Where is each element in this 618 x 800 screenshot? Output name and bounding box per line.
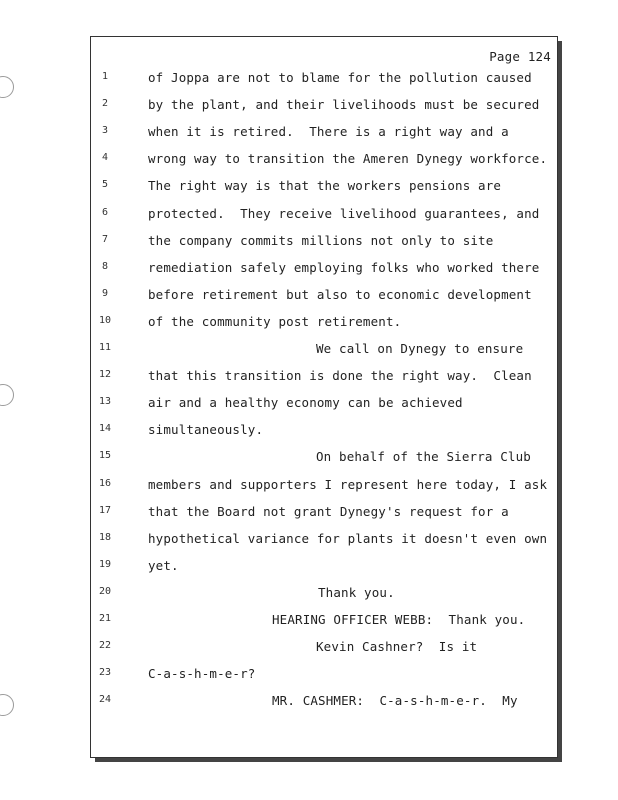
transcript-line: On behalf of the Sierra Club bbox=[316, 449, 531, 465]
line-number: 11 bbox=[98, 342, 112, 353]
transcript-line: that this transition is done the right way. Clean bbox=[148, 368, 532, 384]
transcript-line: remediation safely employing folks who worked there bbox=[148, 259, 540, 275]
transcript-line: of Joppa are not to blame for the pollution caused bbox=[148, 70, 532, 85]
line-number: 22 bbox=[98, 640, 112, 652]
line-number: 15 bbox=[98, 450, 112, 462]
line-number: 19 bbox=[98, 558, 112, 570]
transcript-line: members and supporters I represent here today, I ask bbox=[148, 476, 548, 492]
transcript-line: wrong way to transition the Ameren Dynegy workforce. bbox=[148, 151, 548, 167]
line-number: 18 bbox=[98, 531, 112, 543]
binder-hole-middle bbox=[0, 384, 14, 406]
line-number: 7 bbox=[101, 233, 109, 245]
line-number: 21 bbox=[98, 613, 112, 624]
transcript-line: yet. bbox=[148, 557, 179, 573]
transcript-line: simultaneously. bbox=[148, 422, 264, 438]
line-number: 3 bbox=[101, 125, 109, 137]
transcript-line: of the community post retirement. bbox=[148, 313, 402, 329]
line-number: 17 bbox=[98, 504, 112, 516]
transcript-line: protected. They receive livelihood guarantees, and bbox=[148, 205, 540, 221]
line-number: 13 bbox=[98, 396, 112, 408]
transcript-line: the company commits millions not only to site bbox=[148, 232, 494, 248]
transcript-line: hypothetical variance for plants it doesn't even own bbox=[148, 530, 548, 546]
transcript-line: Kevin Cashner? Is it bbox=[316, 639, 478, 655]
line-number: 9 bbox=[101, 287, 109, 299]
transcript-line: The right way is that the workers pensions are bbox=[148, 178, 502, 194]
line-number: 6 bbox=[101, 206, 109, 218]
transcript-line: before retirement but also to economic development bbox=[148, 286, 532, 302]
transcript-line: that the Board not grant Dynegy's request for a bbox=[148, 503, 509, 519]
binder-hole-top bbox=[0, 76, 14, 98]
line-number: 4 bbox=[101, 152, 109, 164]
line-number: 20 bbox=[98, 585, 112, 597]
line-number: 2 bbox=[101, 98, 109, 110]
page-number: Page 124 bbox=[489, 49, 551, 64]
line-number: 10 bbox=[98, 314, 112, 326]
line-number: 12 bbox=[98, 369, 112, 381]
transcript-line: when it is retired. There is a right way and a bbox=[148, 124, 509, 140]
line-number: 23 bbox=[98, 667, 112, 679]
transcript-line: by the plant, and their livelihoods must be secured bbox=[148, 97, 540, 113]
line-number: 14 bbox=[98, 423, 112, 435]
line-number: 5 bbox=[101, 179, 109, 191]
line-number: 16 bbox=[98, 477, 112, 489]
line-number: 1 bbox=[101, 71, 109, 82]
transcript-line: MR. CASHMER: C-a-s-h-m-e-r. My bbox=[272, 693, 518, 709]
transcript-line: We call on Dynegy to ensure bbox=[316, 341, 524, 356]
transcript-line: Thank you. bbox=[318, 584, 395, 600]
binder-hole-bottom bbox=[0, 694, 14, 716]
line-number: 24 bbox=[98, 694, 112, 706]
line-number: 8 bbox=[101, 260, 109, 272]
transcript-line: C-a-s-h-m-e-r? bbox=[148, 666, 256, 682]
transcript-line: HEARING OFFICER WEBB: Thank you. bbox=[272, 612, 526, 627]
transcript-line: air and a healthy economy can be achieved bbox=[148, 395, 463, 411]
